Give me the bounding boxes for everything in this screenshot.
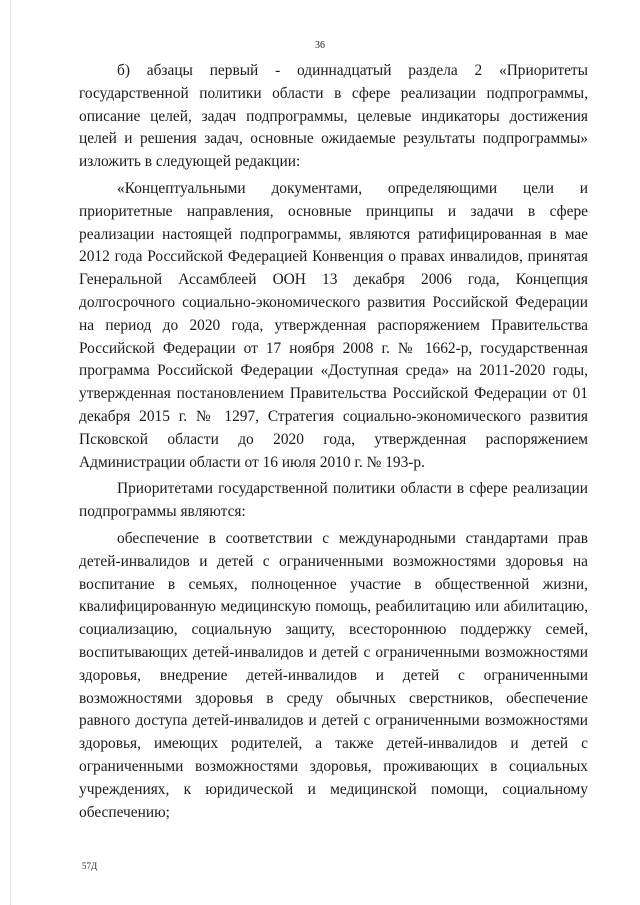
footer-code: 57Д xyxy=(82,861,98,871)
paragraph-amendment-intro: б) абзацы первый - одиннадцатый раздела 2 «Приоритеты государственной политики области в сфере реализации подпрограммы, описание целей, задач подпрограммы, целевые индикаторы достижения целей и решения задач, основные ожидаемые результаты подпрограммы» изложить в следующей редакции: xyxy=(79,62,588,171)
scan-edge-line xyxy=(10,0,11,905)
document-body xyxy=(79,60,588,824)
paragraph-conceptual-documents: «Концептуальными документами, определяющими цели и приоритетные направления, основные принципы и задачи в сфере реализации настоящей подпрограммы, являются ратифицированная в мае 2012 года Российской Федерацией Конвенция о правах инвалидов, принятая Генеральной Ассамблеей ООН 13 декабря 2006 года, Концепция долгосрочного социально-экономического развития Российской Федерации на период до 2020 года, утвержденная распоряжением Правительства Российской Федерации от 17 ноября 2008 г. № 1662-р, государственная программа Российской Федерации «Доступная среда» на 2011-2020 годы, утвержденная постановлением Правительства Российской Федерации от 01 декабря 2015 г. № 1297, Стратегия социально-экономического развития Псковской области до 2020 года, утвержденная распоряжением Администрации области от 16 июля 2010 г. № 193-р. xyxy=(79,179,588,471)
paragraph-priorities-heading: Приоритетами государственной политики области в сфере реализации подпрограммы являются: xyxy=(79,480,588,521)
paragraph-priorities-list: обеспечение в соответствии с международными стандартами прав детей-инвалидов и детей с ограниченными возможностями здоровья на воспитание в семьях, полноценное участие в общественной жизни, квалифицированную медицинскую помощь, реабилитацию или абилитацию, социализацию, социальную защиту, всестороннюю поддержку семей, воспитывающих детей-инвалидов и детей с ограниченными возможностями здоровья, внедрение детей-инвалидов и детей с ограниченными возможностями здоровья в среду обычных сверстников, обеспечение равного доступа детей-инвалидов и детей с ограниченными возможностями здоровья, имеющих родителей, а также детей-инвалидов и детей с ограниченными возможностями здоровья, проживающих в социальных учреждениях, к юридической и медицинской помощи, социальному обеспечению; xyxy=(79,529,588,821)
page-number: 36 xyxy=(315,40,325,51)
